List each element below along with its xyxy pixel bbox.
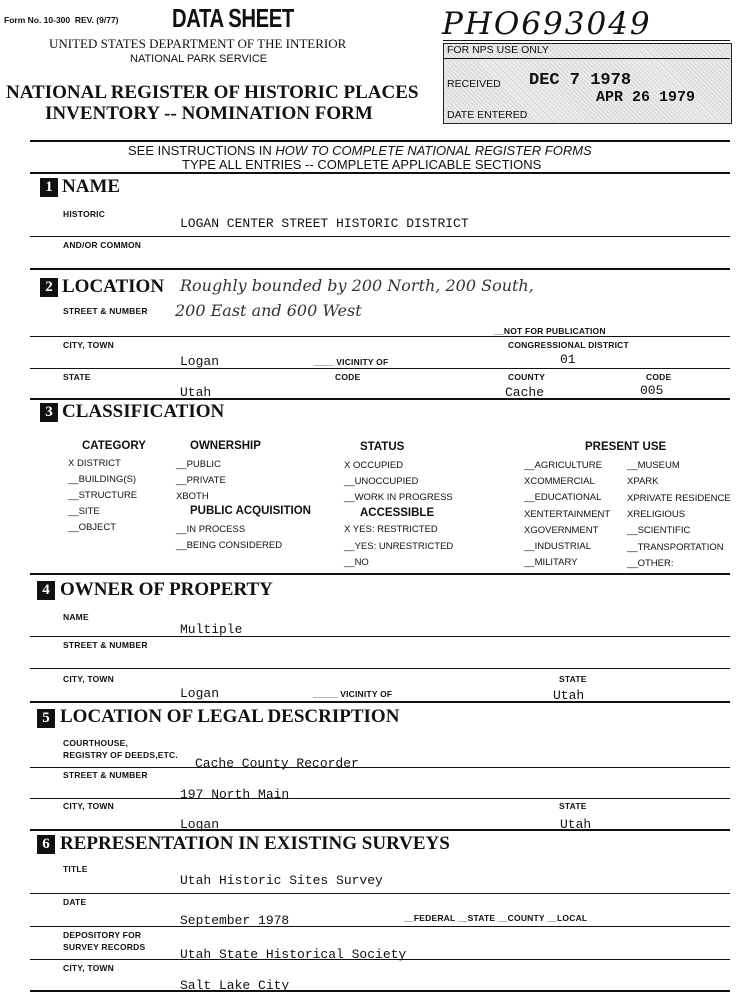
owner-state-label: STATE <box>559 674 587 684</box>
courthouse-label-2: REGISTRY OF DEEDS,ETC. <box>63 750 178 760</box>
legal-city-value: Logan <box>180 817 220 832</box>
historic-name: LOGAN CENTER STREET HISTORIC DISTRICT <box>180 216 469 231</box>
status-occupied: X OCCUPIED <box>344 460 404 471</box>
survey-date-label: DATE <box>63 897 87 907</box>
survey-title-label: TITLE <box>63 864 88 874</box>
street-label: STREET & NUMBER <box>63 306 148 316</box>
form-title-1: NATIONAL REGISTER OF HISTORIC PLACES <box>6 82 419 103</box>
section-6-number: 6 <box>37 835 55 854</box>
section-5-number: 5 <box>37 709 55 728</box>
use-park: XPARK <box>627 476 659 487</box>
depository-label-1: DEPOSITORY FOR <box>63 930 142 940</box>
use-transportation: __TRANSPORTATION <box>627 542 724 553</box>
survey-date-value: September 1978 <box>180 913 290 928</box>
section-4-number: 4 <box>37 581 55 600</box>
congressional-value: 01 <box>560 352 576 367</box>
depository-label-2: SURVEY RECORDS <box>63 942 146 952</box>
section-2-number: 2 <box>40 278 58 297</box>
access-yes-unrestricted: __YES: UNRESTRICTED <box>344 541 454 552</box>
entered-stamp: APR 26 1979 <box>596 89 696 106</box>
section-5-title: LOCATION OF LEGAL DESCRIPTION <box>60 706 400 727</box>
courthouse-value: Cache County Recorder <box>195 756 359 771</box>
category-object: __OBJECT <box>68 522 117 533</box>
county-value: Cache <box>505 385 545 400</box>
access-yes-restricted: X YES: RESTRICTED <box>344 524 438 535</box>
location-handwritten-2: 200 East and 600 West <box>175 301 362 320</box>
acquisition-in-process: __IN PROCESS <box>176 524 246 535</box>
legal-street-label: STREET & NUMBER <box>63 770 148 780</box>
department: UNITED STATES DEPARTMENT OF THE INTERIOR <box>49 36 347 51</box>
not-for-publication: __NOT FOR PUBLICATION <box>494 326 606 336</box>
survey-city-label: CITY, TOWN <box>63 963 114 973</box>
congressional-label: CONGRESSIONAL DISTRICT <box>508 340 629 350</box>
date-entered-label: DATE ENTERED <box>447 109 528 121</box>
vicinity-label: ____ VICINITY OF <box>314 357 389 367</box>
depository-value: Utah State Historical Society <box>180 947 407 962</box>
use-religious: XRELIGIOUS <box>627 509 686 520</box>
use-scientific: __SCIENTIFIC <box>627 525 691 536</box>
county-label: COUNTY <box>508 372 546 382</box>
form-number: Form No. 10-300 REV. (9/77) <box>4 15 119 25</box>
section-3-number: 3 <box>40 403 58 422</box>
present-use-header: PRESENT USE <box>585 441 667 453</box>
category-site: __SITE <box>68 506 100 517</box>
use-military: __MILITARY <box>524 557 578 568</box>
section-3-title: CLASSIFICATION <box>62 401 225 422</box>
legal-city-label: CITY, TOWN <box>63 801 114 811</box>
owner-city-value: Logan <box>180 686 220 701</box>
use-commercial: XCOMMERCIAL <box>524 476 595 487</box>
common-label: AND/OR COMMON <box>63 240 142 250</box>
legal-state-label: STATE <box>559 801 587 811</box>
ownership-both: XBOTH <box>176 491 209 502</box>
county-code-label: CODE <box>646 372 672 382</box>
location-handwritten-1: Roughly bounded by 200 North, 200 South, <box>180 276 534 295</box>
instructions-2: TYPE ALL ENTRIES -- COMPLETE APPLICABLE SECTIONS <box>182 157 542 172</box>
category-structure: __STRUCTURE <box>68 490 138 501</box>
owner-city-label: CITY, TOWN <box>63 674 114 684</box>
state-value: Utah <box>180 385 212 400</box>
nps-use-label: FOR NPS USE ONLY <box>447 44 549 56</box>
section-6-title: REPRESENTATION IN EXISTING SURVEYS <box>60 833 450 854</box>
survey-levels: __FEDERAL __STATE __COUNTY __LOCAL <box>404 913 588 923</box>
county-code-value: 005 <box>640 383 664 398</box>
owner-vicinity-label: _____ VICINITY OF <box>313 689 393 699</box>
use-museum: __MUSEUM <box>627 460 680 471</box>
ownership-public: __PUBLIC <box>176 459 221 470</box>
category-district: X DISTRICT <box>68 458 121 469</box>
survey-title-value: Utah Historic Sites Survey <box>180 873 383 888</box>
section-2-title: LOCATION <box>62 276 165 297</box>
section-1-number: 1 <box>40 178 58 197</box>
status-header: STATUS <box>360 441 405 453</box>
use-educational: __EDUCATIONAL <box>524 492 602 503</box>
ownership-private: __PRIVATE <box>176 475 226 486</box>
legal-street-value: 197 North Main <box>180 787 290 802</box>
received-label: RECEIVED <box>447 78 501 90</box>
form-title-2: INVENTORY -- NOMINATION FORM <box>45 103 373 124</box>
use-private-residence: XPRIVATE RESIDENCE <box>627 493 731 504</box>
section-4-title: OWNER OF PROPERTY <box>60 579 273 600</box>
acquisition-being-considered: __BEING CONSIDERED <box>176 540 283 551</box>
use-government: XGOVERNMENT <box>524 525 599 536</box>
code-label: CODE <box>335 372 361 382</box>
category-buildings: __BUILDING(S) <box>68 474 137 485</box>
owner-name-label: NAME <box>63 612 89 622</box>
state-label: STATE <box>63 372 91 382</box>
owner-state-value: Utah <box>553 688 585 703</box>
instructions-1: SEE INSTRUCTIONS IN HOW TO COMPLETE NATIONAL REGISTER FORMS <box>128 143 592 158</box>
received-date: DEC 7 1978 <box>529 71 632 90</box>
status-work-in-progress: __WORK IN PROGRESS <box>344 492 453 503</box>
use-agriculture: __AGRICULTURE <box>524 460 602 471</box>
status-unoccupied: __UNOCCUPIED <box>344 476 419 487</box>
public-acquisition-header: PUBLIC ACQUISITION <box>190 505 311 517</box>
use-entertainment: XENTERTAINMENT <box>524 509 611 520</box>
city-value: Logan <box>180 354 220 369</box>
city-label: CITY, TOWN <box>63 340 114 350</box>
access-no: __NO <box>344 557 369 568</box>
accessible-header: ACCESSIBLE <box>360 507 435 519</box>
courthouse-label-1: COURTHOUSE, <box>63 738 129 748</box>
owner-street-label: STREET & NUMBER <box>63 640 148 650</box>
ownership-header: OWNERSHIP <box>190 440 261 452</box>
use-other: __OTHER: <box>627 558 674 569</box>
use-industrial: __INDUSTRIAL <box>524 541 592 552</box>
survey-city-value: Salt Lake City <box>180 978 290 993</box>
handwritten-ref-number: PHO693049 <box>442 6 652 42</box>
owner-name-value: Multiple <box>180 622 243 637</box>
historic-label: HISTORIC <box>63 209 106 219</box>
category-header: CATEGORY <box>82 440 146 452</box>
data-sheet-title: DATA SHEET <box>172 3 294 33</box>
legal-state-value: Utah <box>560 817 592 832</box>
section-1-title: NAME <box>62 176 121 197</box>
park-service: NATIONAL PARK SERVICE <box>130 53 268 65</box>
